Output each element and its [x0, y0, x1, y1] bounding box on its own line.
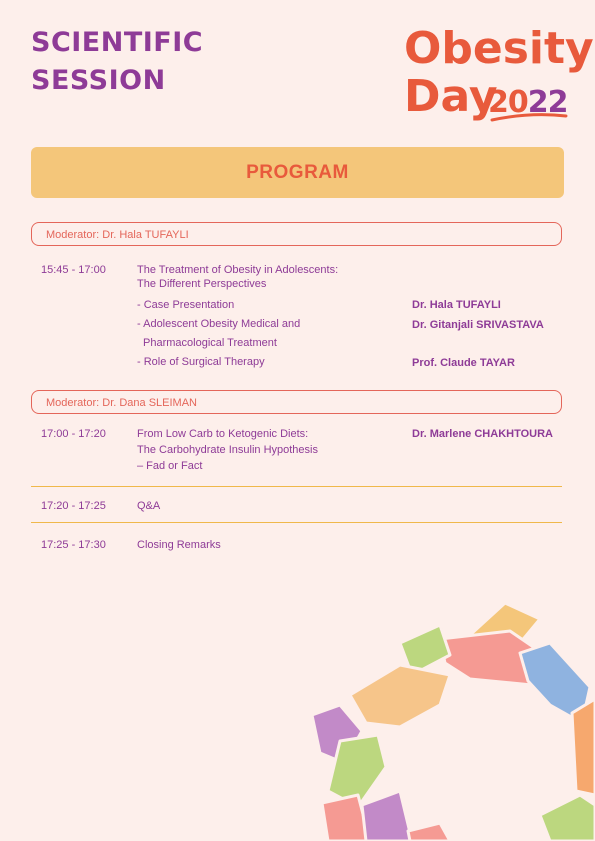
closing-title: Closing Remarks: [137, 539, 221, 551]
session-title-line2: SESSION: [31, 65, 166, 96]
session-1-speaker-3: Prof. Claude TAYAR: [412, 357, 515, 369]
hand-pink-mid-icon: [408, 823, 450, 841]
logo-word-day: Day: [404, 71, 498, 122]
logo-word-obesity: Obesity: [404, 23, 594, 74]
closing-time: 17:25 - 17:30: [41, 539, 106, 551]
qa-title: Q&A: [137, 500, 161, 512]
session-title: [31, 24, 203, 100]
logo-year-part1: 20: [488, 85, 528, 120]
session-title-line1: SCIENTIFIC: [31, 27, 204, 58]
session-1-title-line2: The Different Perspectives: [137, 278, 267, 290]
moderator-banner-2: Moderator: Dr. Dana SLEIMAN: [31, 390, 562, 414]
session-1-item-2-line1: - Adolescent Obesity Medical and: [137, 318, 301, 330]
session-2-title-line1: From Low Carb to Ketogenic Diets:: [137, 428, 309, 440]
session-2-title-line2: The Carbohydrate Insulin Hypothesis: [137, 444, 318, 456]
session-1-time: 15:45 - 17:00: [41, 264, 106, 276]
session-1-item-2-line2: Pharmacological Treatment: [143, 337, 277, 349]
program-banner: [31, 147, 564, 198]
session-2-speaker: Dr. Marlene CHAKHTOURA: [412, 428, 553, 440]
moderator-banner-1: Moderator: Dr. Hala TUFAYLI: [31, 222, 562, 246]
obesity-day-logo: [402, 23, 594, 128]
session-1-speaker-2: Dr. Gitanjali SRIVASTAVA: [412, 319, 544, 331]
hand-orange-icon: [350, 665, 450, 727]
session-1-item-1: - Case Presentation: [137, 299, 235, 311]
qa-time: 17:20 - 17:25: [41, 500, 106, 512]
divider-2: [31, 522, 562, 523]
session-1-title-line1: The Treatment of Obesity in Adolescents:: [137, 264, 339, 276]
session-2-time: 17:00 - 17:20: [41, 428, 106, 440]
program-label: PROGRAM: [246, 161, 349, 183]
hands-circle-illustration: [300, 595, 595, 841]
session-1-speaker-1: Dr. Hala TUFAYLI: [412, 299, 501, 311]
hand-purple-bottom-icon: [362, 791, 412, 841]
session-1-item-3: - Role of Surgical Therapy: [137, 356, 265, 368]
logo-swoosh-icon: [490, 110, 568, 124]
divider-1: [31, 486, 562, 487]
hand-orange-right-icon: [572, 699, 595, 795]
session-2-title-line3: – Fad or Fact: [137, 460, 203, 472]
hand-green-right-icon: [540, 795, 595, 841]
logo-year-part2: 22: [527, 85, 568, 120]
